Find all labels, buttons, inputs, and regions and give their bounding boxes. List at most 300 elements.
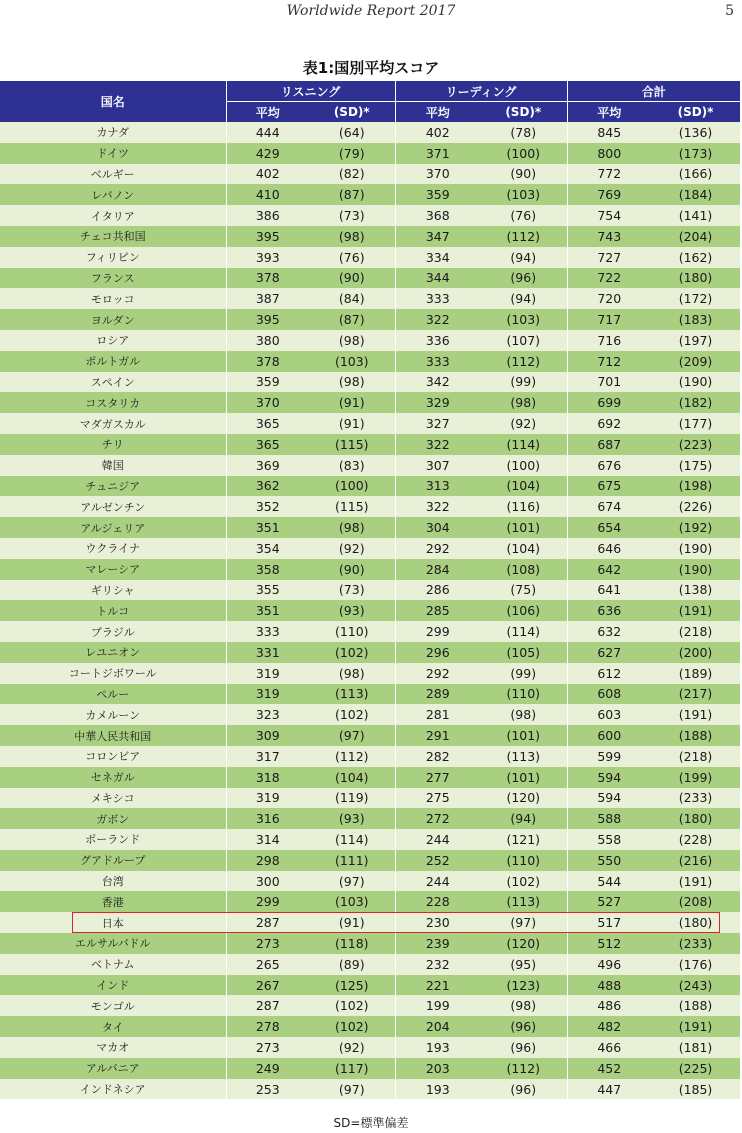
country-cell: マダガスカル — [0, 413, 226, 434]
reading-sd-cell: (103) — [480, 309, 567, 330]
table-row — [0, 413, 740, 434]
listening-mean-cell: 318 — [226, 767, 309, 788]
reading-mean-cell: 368 — [395, 205, 480, 226]
total-mean-cell: 642 — [567, 559, 651, 580]
reading-mean-cell: 299 — [395, 621, 480, 642]
country-cell: ブラジル — [0, 621, 226, 642]
listening-mean-cell: 351 — [226, 600, 309, 621]
total-sd-cell: (190) — [651, 372, 740, 393]
listening-mean-cell: 278 — [226, 1016, 309, 1037]
reading-mean-cell: 244 — [395, 871, 480, 892]
table-row — [0, 538, 740, 559]
total-mean-cell: 772 — [567, 164, 651, 185]
total-sd-cell: (191) — [651, 600, 740, 621]
total-mean-cell: 512 — [567, 933, 651, 954]
listening-mean-cell: 393 — [226, 247, 309, 268]
reading-sd-cell: (94) — [480, 247, 567, 268]
reading-sd-cell: (76) — [480, 205, 567, 226]
table-row — [0, 995, 740, 1016]
reading-mean-cell: 244 — [395, 829, 480, 850]
country-cell: イタリア — [0, 205, 226, 226]
total-mean-cell: 612 — [567, 663, 651, 684]
total-sd-cell: (182) — [651, 392, 740, 413]
reading-mean-cell: 193 — [395, 1037, 480, 1058]
country-cell: マカオ — [0, 1037, 226, 1058]
reading-sd-cell: (98) — [480, 392, 567, 413]
table-row — [0, 954, 740, 975]
table-row — [0, 392, 740, 413]
listening-sd-cell: (119) — [309, 788, 395, 809]
listening-mean-cell: 387 — [226, 288, 309, 309]
listening-mean-cell: 395 — [226, 309, 309, 330]
reading-sd-cell: (96) — [480, 268, 567, 289]
total-sd-cell: (218) — [651, 621, 740, 642]
table-row — [0, 1079, 740, 1100]
reading-sd-cell: (114) — [480, 621, 567, 642]
reading-mean-cell: 282 — [395, 746, 480, 767]
reading-sd-cell: (94) — [480, 288, 567, 309]
listening-mean-cell: 298 — [226, 850, 309, 871]
table-row — [0, 496, 740, 517]
country-cell: ベトナム — [0, 954, 226, 975]
total-mean-cell: 447 — [567, 1079, 651, 1100]
reading-sd-cell: (98) — [480, 704, 567, 725]
reading-mean-cell: 239 — [395, 933, 480, 954]
listening-mean-cell: 319 — [226, 663, 309, 684]
scores-table — [0, 81, 740, 1099]
listening-sd-cell: (87) — [309, 184, 395, 205]
listening-sd-cell: (98) — [309, 372, 395, 393]
total-mean-cell: 636 — [567, 600, 651, 621]
reading-mean-cell: 322 — [395, 496, 480, 517]
listening-mean-cell: 380 — [226, 330, 309, 351]
country-cell: レユニオン — [0, 642, 226, 663]
reading-mean-cell: 322 — [395, 434, 480, 455]
total-mean-cell: 720 — [567, 288, 651, 309]
reading-mean-cell: 334 — [395, 247, 480, 268]
reading-sd-cell: (75) — [480, 580, 567, 601]
reading-mean-cell: 286 — [395, 580, 480, 601]
total-mean-cell: 496 — [567, 954, 651, 975]
reading-mean-cell: 221 — [395, 975, 480, 996]
listening-sd-cell: (125) — [309, 975, 395, 996]
table-row — [0, 808, 740, 829]
table-row — [0, 975, 740, 996]
table-row — [0, 580, 740, 601]
page-number: 5 — [725, 3, 734, 19]
listening-mean-cell: 331 — [226, 642, 309, 663]
reading-mean-cell: 329 — [395, 392, 480, 413]
reading-mean-cell: 371 — [395, 143, 480, 164]
listening-sd-cell: (98) — [309, 330, 395, 351]
reading-sd-cell: (92) — [480, 413, 567, 434]
table-row — [0, 205, 740, 226]
total-sd-cell: (233) — [651, 788, 740, 809]
listening-group-header: リスニング — [226, 81, 395, 102]
reading-mean-cell: 333 — [395, 288, 480, 309]
total-sd-cell: (180) — [651, 808, 740, 829]
table-row — [0, 704, 740, 725]
total-mean-cell: 641 — [567, 580, 651, 601]
listening-sd-cell: (111) — [309, 850, 395, 871]
total-mean-cell: 674 — [567, 496, 651, 517]
listening-sd-cell: (90) — [309, 559, 395, 580]
listening-sd-cell: (91) — [309, 392, 395, 413]
total-mean-cell: 517 — [567, 912, 651, 933]
total-sd-cell: (225) — [651, 1058, 740, 1079]
total-sd-cell: (191) — [651, 704, 740, 725]
total-sd-cell: (190) — [651, 559, 740, 580]
listening-mean-cell: 386 — [226, 205, 309, 226]
reading-mean-cell: 336 — [395, 330, 480, 351]
reading-sd-cell: (121) — [480, 829, 567, 850]
listening-mean-cell: 273 — [226, 933, 309, 954]
total-sd-cell: (188) — [651, 995, 740, 1016]
listening-sd-cell: (92) — [309, 538, 395, 559]
table-row — [0, 767, 740, 788]
listening-sd-cell: (84) — [309, 288, 395, 309]
reading-sd-cell: (90) — [480, 164, 567, 185]
table-row — [0, 850, 740, 871]
reading-sd-cell: (101) — [480, 725, 567, 746]
total-mean-cell: 482 — [567, 1016, 651, 1037]
listening-sd-cell: (110) — [309, 621, 395, 642]
total-sd-cell: (181) — [651, 1037, 740, 1058]
total-sd-cell: (176) — [651, 954, 740, 975]
listening-mean-cell: 317 — [226, 746, 309, 767]
reading-sd-cell: (94) — [480, 808, 567, 829]
total-sd-cell: (166) — [651, 164, 740, 185]
country-cell: ガボン — [0, 808, 226, 829]
table-row — [0, 247, 740, 268]
country-cell: メキシコ — [0, 788, 226, 809]
total-mean-cell: 627 — [567, 642, 651, 663]
total-mean-cell: 600 — [567, 725, 651, 746]
listening-mean-cell: 253 — [226, 1079, 309, 1100]
total-mean-cell: 608 — [567, 684, 651, 705]
listening-sd-cell: (76) — [309, 247, 395, 268]
total-sd-cell: (191) — [651, 1016, 740, 1037]
reading-mean-cell: 313 — [395, 476, 480, 497]
listening-mean-cell: 369 — [226, 455, 309, 476]
table-row — [0, 288, 740, 309]
total-sd-cell: (136) — [651, 122, 740, 143]
country-cell: インド — [0, 975, 226, 996]
listening-sd-cell: (97) — [309, 725, 395, 746]
listening-mean-cell: 299 — [226, 891, 309, 912]
total-mean-cell: 712 — [567, 351, 651, 372]
total-sd-cell: (185) — [651, 1079, 740, 1100]
total-sd-cell: (198) — [651, 476, 740, 497]
country-cell: ドイツ — [0, 143, 226, 164]
reading-sd-cell: (104) — [480, 538, 567, 559]
reading-sd-cell: (110) — [480, 850, 567, 871]
total-mean-cell: 603 — [567, 704, 651, 725]
total-mean-cell: 594 — [567, 788, 651, 809]
listening-mean-cell: 378 — [226, 351, 309, 372]
reading-mean-cell: 347 — [395, 226, 480, 247]
reading-mean-cell: 304 — [395, 517, 480, 538]
reading-sd-cell: (114) — [480, 434, 567, 455]
listening-mean-cell: 316 — [226, 808, 309, 829]
reading-sd-header: (SD)* — [480, 102, 567, 123]
total-sd-cell: (180) — [651, 912, 740, 933]
listening-mean-cell: 444 — [226, 122, 309, 143]
listening-sd-cell: (64) — [309, 122, 395, 143]
total-sd-cell: (200) — [651, 642, 740, 663]
reading-sd-cell: (112) — [480, 351, 567, 372]
listening-sd-cell: (102) — [309, 995, 395, 1016]
total-sd-cell: (141) — [651, 205, 740, 226]
country-cell: タイ — [0, 1016, 226, 1037]
total-mean-cell: 544 — [567, 871, 651, 892]
reading-sd-cell: (99) — [480, 372, 567, 393]
table-row — [0, 788, 740, 809]
table-row — [0, 455, 740, 476]
listening-mean-cell: 358 — [226, 559, 309, 580]
country-cell: カナダ — [0, 122, 226, 143]
table-row — [0, 559, 740, 580]
reading-mean-cell: 232 — [395, 954, 480, 975]
total-group-header: 合計 — [567, 81, 740, 102]
footnote: SD=標準偏差 — [333, 1116, 409, 1130]
listening-mean-cell: 429 — [226, 143, 309, 164]
country-cell: インドネシア — [0, 1079, 226, 1100]
total-mean-cell: 769 — [567, 184, 651, 205]
total-sd-cell: (208) — [651, 891, 740, 912]
reading-mean-cell: 296 — [395, 642, 480, 663]
reading-mean-cell: 228 — [395, 891, 480, 912]
reading-mean-cell: 281 — [395, 704, 480, 725]
table-row — [0, 184, 740, 205]
reading-sd-cell: (96) — [480, 1016, 567, 1037]
country-column-header: 国名 — [0, 81, 226, 122]
table-row — [0, 1058, 740, 1079]
country-cell: チェコ共和国 — [0, 226, 226, 247]
reading-mean-cell: 277 — [395, 767, 480, 788]
reading-mean-cell: 193 — [395, 1079, 480, 1100]
table-row — [0, 600, 740, 621]
country-cell: 台湾 — [0, 871, 226, 892]
listening-mean-cell: 265 — [226, 954, 309, 975]
listening-mean-cell: 365 — [226, 434, 309, 455]
total-sd-cell: (180) — [651, 268, 740, 289]
total-mean-cell: 632 — [567, 621, 651, 642]
table-row — [0, 268, 740, 289]
reading-sd-cell: (96) — [480, 1079, 567, 1100]
reading-sd-cell: (120) — [480, 933, 567, 954]
country-cell: 香港 — [0, 891, 226, 912]
total-sd-cell: (233) — [651, 933, 740, 954]
country-cell: ギリシャ — [0, 580, 226, 601]
listening-sd-cell: (97) — [309, 1079, 395, 1100]
country-cell: ポーランド — [0, 829, 226, 850]
listening-sd-cell: (97) — [309, 871, 395, 892]
country-cell: アルバニア — [0, 1058, 226, 1079]
reading-sd-cell: (104) — [480, 476, 567, 497]
total-sd-cell: (138) — [651, 580, 740, 601]
table-title: 表1:国別平均スコア — [302, 59, 440, 77]
reading-sd-cell: (95) — [480, 954, 567, 975]
reading-mean-cell: 285 — [395, 600, 480, 621]
total-mean-cell: 588 — [567, 808, 651, 829]
listening-sd-cell: (87) — [309, 309, 395, 330]
country-cell: コロンビア — [0, 746, 226, 767]
total-sd-cell: (172) — [651, 288, 740, 309]
listening-mean-cell: 249 — [226, 1058, 309, 1079]
listening-sd-cell: (91) — [309, 912, 395, 933]
reading-mean-cell: 322 — [395, 309, 480, 330]
table-row — [0, 372, 740, 393]
table-row — [0, 746, 740, 767]
reading-sd-cell: (101) — [480, 767, 567, 788]
reading-sd-cell: (100) — [480, 143, 567, 164]
listening-mean-cell: 333 — [226, 621, 309, 642]
reading-sd-cell: (102) — [480, 871, 567, 892]
reading-mean-cell: 333 — [395, 351, 480, 372]
reading-mean-header: 平均 — [395, 102, 480, 123]
table-row — [0, 912, 740, 933]
total-sd-cell: (177) — [651, 413, 740, 434]
listening-sd-cell: (90) — [309, 268, 395, 289]
total-mean-cell: 701 — [567, 372, 651, 393]
listening-sd-cell: (93) — [309, 808, 395, 829]
listening-sd-cell: (100) — [309, 476, 395, 497]
total-sd-cell: (173) — [651, 143, 740, 164]
reading-sd-cell: (103) — [480, 184, 567, 205]
country-cell: 中華人民共和国 — [0, 725, 226, 746]
total-mean-cell: 687 — [567, 434, 651, 455]
table-row — [0, 829, 740, 850]
total-mean-cell: 717 — [567, 309, 651, 330]
country-cell: アルゼンチン — [0, 496, 226, 517]
listening-mean-cell: 362 — [226, 476, 309, 497]
listening-mean-header: 平均 — [226, 102, 309, 123]
table-row — [0, 663, 740, 684]
reading-sd-cell: (113) — [480, 746, 567, 767]
listening-sd-cell: (102) — [309, 704, 395, 725]
listening-mean-cell: 378 — [226, 268, 309, 289]
table-row — [0, 122, 740, 143]
listening-mean-cell: 359 — [226, 372, 309, 393]
listening-sd-cell: (83) — [309, 455, 395, 476]
listening-mean-cell: 287 — [226, 995, 309, 1016]
listening-mean-cell: 287 — [226, 912, 309, 933]
reading-sd-cell: (116) — [480, 496, 567, 517]
listening-mean-cell: 410 — [226, 184, 309, 205]
table-row — [0, 933, 740, 954]
total-mean-cell: 727 — [567, 247, 651, 268]
country-cell: チリ — [0, 434, 226, 455]
listening-sd-cell: (104) — [309, 767, 395, 788]
table-row — [0, 871, 740, 892]
country-cell: アルジェリア — [0, 517, 226, 538]
listening-sd-cell: (118) — [309, 933, 395, 954]
reading-sd-cell: (106) — [480, 600, 567, 621]
total-mean-cell: 743 — [567, 226, 651, 247]
table-row — [0, 517, 740, 538]
total-sd-cell: (228) — [651, 829, 740, 850]
total-sd-cell: (204) — [651, 226, 740, 247]
running-header — [0, 3, 742, 23]
reading-mean-cell: 370 — [395, 164, 480, 185]
table-row — [0, 226, 740, 247]
country-cell: マレーシア — [0, 559, 226, 580]
total-mean-cell: 800 — [567, 143, 651, 164]
listening-mean-cell: 319 — [226, 684, 309, 705]
listening-sd-cell: (117) — [309, 1058, 395, 1079]
country-cell: グアドループ — [0, 850, 226, 871]
reading-mean-cell: 284 — [395, 559, 480, 580]
listening-sd-cell: (102) — [309, 642, 395, 663]
total-sd-cell: (188) — [651, 725, 740, 746]
total-mean-cell: 699 — [567, 392, 651, 413]
table-row — [0, 684, 740, 705]
listening-sd-cell: (79) — [309, 143, 395, 164]
listening-mean-cell: 402 — [226, 164, 309, 185]
table-row — [0, 642, 740, 663]
country-cell: チュニジア — [0, 476, 226, 497]
listening-sd-header: (SD)* — [309, 102, 395, 123]
total-mean-cell: 452 — [567, 1058, 651, 1079]
listening-sd-cell: (112) — [309, 746, 395, 767]
country-cell: モンゴル — [0, 995, 226, 1016]
total-sd-cell: (183) — [651, 309, 740, 330]
country-cell: モロッコ — [0, 288, 226, 309]
country-cell: セネガル — [0, 767, 226, 788]
total-mean-cell: 675 — [567, 476, 651, 497]
reading-sd-cell: (120) — [480, 788, 567, 809]
total-mean-cell: 654 — [567, 517, 651, 538]
total-sd-header: (SD)* — [651, 102, 740, 123]
total-mean-cell: 676 — [567, 455, 651, 476]
listening-sd-cell: (89) — [309, 954, 395, 975]
table-row — [0, 1016, 740, 1037]
listening-sd-cell: (114) — [309, 829, 395, 850]
table-row — [0, 164, 740, 185]
listening-sd-cell: (103) — [309, 351, 395, 372]
listening-mean-cell: 354 — [226, 538, 309, 559]
table-row — [0, 476, 740, 497]
country-cell: ペルー — [0, 684, 226, 705]
table-row — [0, 143, 740, 164]
reading-mean-cell: 289 — [395, 684, 480, 705]
reading-mean-cell: 252 — [395, 850, 480, 871]
country-cell: 韓国 — [0, 455, 226, 476]
reading-mean-cell: 203 — [395, 1058, 480, 1079]
total-mean-cell: 527 — [567, 891, 651, 912]
total-sd-cell: (218) — [651, 746, 740, 767]
header-row-groups — [0, 81, 740, 102]
listening-mean-cell: 309 — [226, 725, 309, 746]
reading-sd-cell: (123) — [480, 975, 567, 996]
table-row — [0, 309, 740, 330]
total-sd-cell: (191) — [651, 871, 740, 892]
listening-sd-cell: (73) — [309, 580, 395, 601]
country-cell: フィリピン — [0, 247, 226, 268]
country-cell: トルコ — [0, 600, 226, 621]
table-row — [0, 1037, 740, 1058]
total-sd-cell: (223) — [651, 434, 740, 455]
country-cell: レバノン — [0, 184, 226, 205]
total-sd-cell: (162) — [651, 247, 740, 268]
table-row — [0, 351, 740, 372]
reading-group-header: リーディング — [395, 81, 567, 102]
reading-mean-cell: 402 — [395, 122, 480, 143]
listening-sd-cell: (82) — [309, 164, 395, 185]
reading-mean-cell: 307 — [395, 455, 480, 476]
reading-sd-cell: (99) — [480, 663, 567, 684]
